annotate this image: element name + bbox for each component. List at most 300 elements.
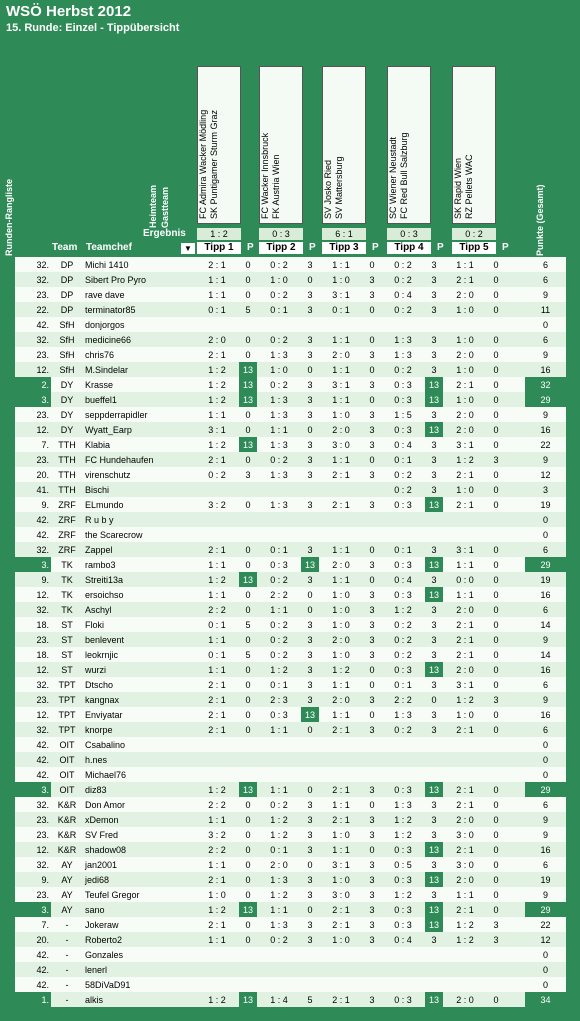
tipp-cell: 1 : 5: [381, 407, 425, 422]
points-cell: 0: [487, 257, 505, 272]
points-cell: 3: [425, 932, 443, 947]
points-cell: [425, 962, 443, 977]
team-cell: K&R: [51, 842, 83, 857]
points-cell: [487, 752, 505, 767]
points-cell: 0: [487, 812, 505, 827]
rank-cell: 32.: [15, 722, 51, 737]
total-points-cell: 29: [525, 902, 566, 917]
tipp-cell: 2 : 1: [195, 707, 239, 722]
tipp-cell: 2 : 1: [443, 842, 487, 857]
tipp-cell: 1 : 1: [195, 857, 239, 872]
tipp-cell: 1 : 2: [381, 602, 425, 617]
team-cell: -: [51, 932, 83, 947]
tipp-cell: 1 : 0: [443, 362, 487, 377]
points-cell: 3: [301, 257, 319, 272]
table-row: [15, 827, 566, 842]
tipp-cell: 1 : 0: [319, 272, 363, 287]
points-cell: 3: [363, 347, 381, 362]
table-row: [15, 362, 566, 377]
points-cell: 3: [301, 332, 319, 347]
points-cell: 0: [239, 452, 257, 467]
tipp-cell: 0 : 1: [381, 677, 425, 692]
points-cell: 0: [239, 557, 257, 572]
tipp-cell: 2 : 1: [443, 782, 487, 797]
points-cell: [363, 752, 381, 767]
rank-cell: 3.: [15, 782, 51, 797]
points-cell: 3: [363, 887, 381, 902]
points-cell: 3: [239, 467, 257, 482]
points-cell: 13: [239, 362, 257, 377]
rank-cell: 22.: [15, 302, 51, 317]
tipp-cell: [443, 977, 487, 992]
points-cell: 13: [425, 842, 443, 857]
tipp-cell: 2 : 0: [443, 347, 487, 362]
team-cell: ST: [51, 617, 83, 632]
table-row: [15, 527, 566, 542]
tipp-cell: 0 : 3: [257, 557, 301, 572]
rank-cell: 42.: [15, 317, 51, 332]
tipp-cell: [195, 947, 239, 962]
tipp-cell: 1 : 3: [257, 872, 301, 887]
tipp-cell: 0 : 1: [381, 542, 425, 557]
team-cell: TPT: [51, 692, 83, 707]
points-cell: 13: [425, 662, 443, 677]
tipp-cell: [319, 962, 363, 977]
rundenrangliste-label: Runden-Rangliste: [4, 178, 14, 256]
rank-cell: 12.: [15, 362, 51, 377]
total-points-cell: 29: [525, 782, 566, 797]
points-cell: 3: [363, 692, 381, 707]
points-cell: [425, 977, 443, 992]
tipp-cell: 1 : 1: [319, 392, 363, 407]
teamchef-cell: Michi 1410: [83, 257, 195, 272]
total-points-cell: 22: [525, 437, 566, 452]
tipp-cell: [257, 767, 301, 782]
teamchef-header: [86, 242, 132, 254]
tipp-cell: 2 : 1: [195, 452, 239, 467]
points-cell: 3: [301, 452, 319, 467]
tipp-cell: [319, 737, 363, 752]
tipp-cell: 0 : 4: [381, 437, 425, 452]
tipp-cell: [257, 962, 301, 977]
teamchef-cell: donjorgos: [83, 317, 195, 332]
points-cell: 3: [301, 632, 319, 647]
tipp-cell: 1 : 3: [381, 797, 425, 812]
points-cell: 3: [301, 917, 319, 932]
rank-cell: 23.: [15, 632, 51, 647]
points-cell: 0: [487, 302, 505, 317]
tipp-cell: 0 : 2: [381, 362, 425, 377]
points-cell: 0: [487, 902, 505, 917]
teamchef-cell: Zappel: [83, 542, 195, 557]
team-cell: TTH: [51, 482, 83, 497]
points-cell: 0: [239, 602, 257, 617]
team-cell: DY: [51, 392, 83, 407]
tipp-cell: [443, 752, 487, 767]
tipp-cell: 0 : 3: [381, 842, 425, 857]
tipp-cell: [381, 977, 425, 992]
tipp-cell: [443, 527, 487, 542]
tipp-cell: 0 : 3: [381, 422, 425, 437]
teamchef-cell: Krasse: [83, 377, 195, 392]
points-cell: 3: [363, 857, 381, 872]
table-row: [15, 812, 566, 827]
rank-cell: 42.: [15, 527, 51, 542]
points-cell: [487, 947, 505, 962]
tipp-cell: [319, 482, 363, 497]
tipp-cell: [319, 317, 363, 332]
team-cell: TPT: [51, 677, 83, 692]
tipp-1-header: Tipp 1: [197, 242, 241, 254]
page-title: WSÖ Herbst 2012: [6, 3, 132, 20]
points-cell: 0: [487, 647, 505, 662]
total-points-cell: 0: [525, 527, 566, 542]
p-5-header: P: [502, 242, 509, 253]
rank-cell: 23.: [15, 287, 51, 302]
tipp-cell: 1 : 2: [195, 572, 239, 587]
points-cell: 0: [239, 917, 257, 932]
total-points-cell: 3: [525, 482, 566, 497]
tipp-cell: 1 : 2: [319, 662, 363, 677]
table-row: [15, 992, 566, 1007]
points-cell: [425, 737, 443, 752]
tipp-cell: 2 : 2: [195, 842, 239, 857]
tipp-cell: [381, 737, 425, 752]
tipp-cell: 1 : 3: [381, 347, 425, 362]
tipp-cell: 1 : 2: [257, 812, 301, 827]
tipp-cell: [257, 317, 301, 332]
teamchef-cell: Sibert Pro Pyro: [83, 272, 195, 287]
p-3-header: P: [372, 242, 379, 253]
total-points-cell: 0: [525, 752, 566, 767]
game-3-result: 6 : 1: [322, 228, 366, 240]
points-cell: 0: [487, 482, 505, 497]
team-cell: TK: [51, 557, 83, 572]
team-cell: TTH: [51, 437, 83, 452]
team-cell: ST: [51, 662, 83, 677]
points-cell: [363, 767, 381, 782]
points-cell: 3: [363, 917, 381, 932]
team-cell: DP: [51, 272, 83, 287]
team-cell: ZRF: [51, 497, 83, 512]
points-cell: 3: [363, 422, 381, 437]
tipp-cell: 1 : 3: [381, 707, 425, 722]
points-cell: 0: [487, 332, 505, 347]
table-row: [15, 287, 566, 302]
tipp-cell: 2 : 1: [443, 797, 487, 812]
tipp-cell: 1 : 0: [443, 302, 487, 317]
tipp-cell: 2 : 1: [195, 872, 239, 887]
teamchef-cell: jedi68: [83, 872, 195, 887]
tipp-cell: 2 : 1: [319, 812, 363, 827]
points-cell: [363, 962, 381, 977]
tipp-cell: 1 : 1: [257, 722, 301, 737]
tipp-cell: 2 : 1: [195, 917, 239, 932]
points-cell: 0: [301, 857, 319, 872]
tipp-cell: 1 : 2: [195, 992, 239, 1007]
tipp-cell: 2 : 1: [443, 467, 487, 482]
points-cell: 3: [363, 932, 381, 947]
points-cell: 0: [487, 707, 505, 722]
teamchef-cell: Bischi: [83, 482, 195, 497]
total-points-cell: 6: [525, 542, 566, 557]
tipp-cell: 2 : 0: [443, 287, 487, 302]
tipp-cell: 0 : 2: [257, 932, 301, 947]
total-points-cell: 0: [525, 512, 566, 527]
total-points-cell: 9: [525, 407, 566, 422]
tipp-cell: 1 : 1: [319, 362, 363, 377]
points-cell: 3: [301, 437, 319, 452]
points-cell: 3: [425, 887, 443, 902]
points-cell: 13: [425, 497, 443, 512]
tipp-cell: 2 : 2: [257, 587, 301, 602]
points-cell: 0: [487, 347, 505, 362]
table-row: [15, 392, 566, 407]
points-cell: 0: [363, 392, 381, 407]
points-cell: [487, 962, 505, 977]
points-cell: 13: [425, 587, 443, 602]
total-points-cell: 19: [525, 572, 566, 587]
rank-cell: 32.: [15, 677, 51, 692]
points-cell: 3: [363, 497, 381, 512]
points-cell: [487, 527, 505, 542]
tipp-cell: 1 : 0: [319, 602, 363, 617]
team-cell: -: [51, 977, 83, 992]
points-cell: [301, 512, 319, 527]
team-cell: ST: [51, 632, 83, 647]
team-cell: -: [51, 917, 83, 932]
rank-cell: 32.: [15, 602, 51, 617]
points-cell: [363, 947, 381, 962]
tipp-cell: 0 : 2: [257, 287, 301, 302]
points-cell: 0: [487, 467, 505, 482]
tipp-cell: 0 : 2: [381, 617, 425, 632]
rank-cell: 9.: [15, 872, 51, 887]
tipp-cell: 0 : 3: [381, 872, 425, 887]
points-cell: 0: [363, 842, 381, 857]
points-cell: 5: [301, 992, 319, 1007]
tipp-cell: [443, 512, 487, 527]
points-cell: 0: [239, 497, 257, 512]
table-row: [15, 857, 566, 872]
points-cell: 0: [487, 362, 505, 377]
tipp-cell: 1 : 0: [195, 887, 239, 902]
points-cell: 0: [301, 782, 319, 797]
teamchef-cell: medicine66: [83, 332, 195, 347]
tipp-cell: 1 : 2: [257, 827, 301, 842]
table-row: [15, 617, 566, 632]
game-3-away: SV Mattersburg: [334, 156, 344, 219]
teamchef-cell: sano: [83, 902, 195, 917]
total-points-cell: 19: [525, 497, 566, 512]
tipp-cell: 0 : 2: [257, 632, 301, 647]
teamchef-cell: Csabalino: [83, 737, 195, 752]
points-cell: 3: [301, 467, 319, 482]
tipp-cell: [443, 317, 487, 332]
teamchef-cell: 58DiVaD91: [83, 977, 195, 992]
tipp-cell: 1 : 1: [257, 602, 301, 617]
total-points-cell: 0: [525, 977, 566, 992]
tipp-cell: 2 : 1: [443, 272, 487, 287]
total-points-cell: 9: [525, 287, 566, 302]
points-cell: 0: [301, 587, 319, 602]
points-cell: 3: [301, 677, 319, 692]
points-cell: 0: [239, 812, 257, 827]
points-cell: 0: [239, 707, 257, 722]
rank-cell: 3.: [15, 557, 51, 572]
points-cell: 3: [301, 692, 319, 707]
tipp-cell: 2 : 1: [443, 647, 487, 662]
rank-cell: 42.: [15, 962, 51, 977]
points-cell: 13: [425, 902, 443, 917]
tipp-cell: 1 : 0: [319, 617, 363, 632]
game-4-away: FC Red Bull Salzburg: [399, 132, 409, 219]
team-cell: K&R: [51, 812, 83, 827]
points-cell: [239, 977, 257, 992]
total-points-cell: 9: [525, 452, 566, 467]
points-cell: 13: [239, 782, 257, 797]
points-cell: 0: [363, 542, 381, 557]
tipp-cell: [381, 947, 425, 962]
points-cell: 5: [239, 617, 257, 632]
teamchef-cell: h.nes: [83, 752, 195, 767]
tipp-cell: 1 : 0: [443, 332, 487, 347]
total-points-cell: 6: [525, 272, 566, 287]
game-2-teams: [259, 66, 303, 224]
points-cell: 0: [363, 707, 381, 722]
tipp-cell: 2 : 1: [195, 257, 239, 272]
tipp-cell: [381, 962, 425, 977]
tipp-cell: 1 : 1: [319, 542, 363, 557]
points-cell: [425, 527, 443, 542]
rank-cell: 12.: [15, 587, 51, 602]
team-cell: SfH: [51, 332, 83, 347]
points-cell: 0: [487, 557, 505, 572]
points-cell: 0: [363, 257, 381, 272]
points-cell: 3: [363, 377, 381, 392]
points-cell: 0: [301, 362, 319, 377]
teamchef-cell: Dtscho: [83, 677, 195, 692]
rank-cell: 12.: [15, 707, 51, 722]
teamchef-cell: rambo3: [83, 557, 195, 572]
points-cell: 3: [363, 272, 381, 287]
points-cell: 0: [487, 632, 505, 647]
tipp-cell: 2 : 0: [443, 872, 487, 887]
tipp-cell: 1 : 3: [257, 437, 301, 452]
tipp-cell: 1 : 2: [257, 887, 301, 902]
teamchef-cell: leokrnjic: [83, 647, 195, 662]
points-cell: 3: [425, 602, 443, 617]
points-cell: 0: [487, 857, 505, 872]
tipp-cell: [195, 482, 239, 497]
filter-dropdown-icon[interactable]: ▼: [181, 243, 195, 254]
tipp-cell: [443, 767, 487, 782]
points-cell: 0: [239, 797, 257, 812]
rank-cell: 12.: [15, 422, 51, 437]
team-cell: -: [51, 947, 83, 962]
team-cell: TK: [51, 602, 83, 617]
table-row: [15, 407, 566, 422]
tipp-cell: 1 : 1: [195, 632, 239, 647]
tipp-cell: [195, 767, 239, 782]
points-cell: 3: [363, 287, 381, 302]
points-cell: 0: [301, 422, 319, 437]
tipp-5-header: Tipp 5: [452, 242, 496, 254]
teamchef-cell: Roberto2: [83, 932, 195, 947]
table-row: [15, 557, 566, 572]
teamchef-cell: rave dave: [83, 287, 195, 302]
tipp-cell: 1 : 1: [319, 707, 363, 722]
teamchef-cell: ELmundo: [83, 497, 195, 512]
points-cell: 0: [487, 542, 505, 557]
points-cell: 3: [363, 602, 381, 617]
tipp-cell: 0 : 2: [257, 617, 301, 632]
tipp-cell: 1 : 1: [257, 782, 301, 797]
points-cell: 0: [487, 587, 505, 602]
tipp-cell: 1 : 2: [195, 437, 239, 452]
points-cell: 13: [239, 572, 257, 587]
teamchef-cell: Streiti13a: [83, 572, 195, 587]
tipp-cell: 0 : 3: [381, 902, 425, 917]
tipp-cell: 1 : 1: [195, 557, 239, 572]
points-cell: 0: [239, 542, 257, 557]
points-cell: [301, 977, 319, 992]
tipp-cell: 0 : 1: [195, 617, 239, 632]
tipp-cell: 1 : 0: [443, 707, 487, 722]
tipp-cell: 2 : 0: [319, 422, 363, 437]
tipp-cell: 2 : 0: [443, 992, 487, 1007]
points-cell: 13: [239, 992, 257, 1007]
total-points-cell: 0: [525, 737, 566, 752]
team-cell: DY: [51, 422, 83, 437]
tipp-cell: 2 : 1: [443, 497, 487, 512]
tipp-4-header: Tipp 4: [387, 242, 431, 254]
points-cell: 3: [363, 992, 381, 1007]
table-row: [15, 467, 566, 482]
points-cell: 13: [239, 437, 257, 452]
points-cell: 0: [487, 572, 505, 587]
rank-cell: 7.: [15, 917, 51, 932]
table-row: [15, 917, 566, 932]
teamchef-cell: chris76: [83, 347, 195, 362]
total-points-cell: 6: [525, 602, 566, 617]
tipp-cell: [319, 977, 363, 992]
tipp-cell: 0 : 3: [381, 587, 425, 602]
tipp-cell: 1 : 1: [195, 932, 239, 947]
points-cell: 0: [239, 887, 257, 902]
points-cell: [301, 527, 319, 542]
table-row: [15, 902, 566, 917]
points-cell: 3: [301, 842, 319, 857]
teamchef-cell: Floki: [83, 617, 195, 632]
points-cell: 3: [425, 272, 443, 287]
points-cell: 0: [239, 692, 257, 707]
points-cell: 13: [239, 377, 257, 392]
table-row: [15, 782, 566, 797]
rank-cell: 32.: [15, 257, 51, 272]
tipp-cell: 2 : 1: [195, 542, 239, 557]
tipp-cell: 2 : 3: [257, 692, 301, 707]
points-cell: 0: [239, 272, 257, 287]
tipp-cell: 3 : 1: [443, 437, 487, 452]
points-cell: [487, 767, 505, 782]
points-cell: 13: [239, 392, 257, 407]
points-cell: 0: [487, 437, 505, 452]
points-cell: 13: [239, 902, 257, 917]
tipp-cell: 1 : 0: [319, 932, 363, 947]
rank-cell: 32.: [15, 797, 51, 812]
points-cell: [487, 737, 505, 752]
